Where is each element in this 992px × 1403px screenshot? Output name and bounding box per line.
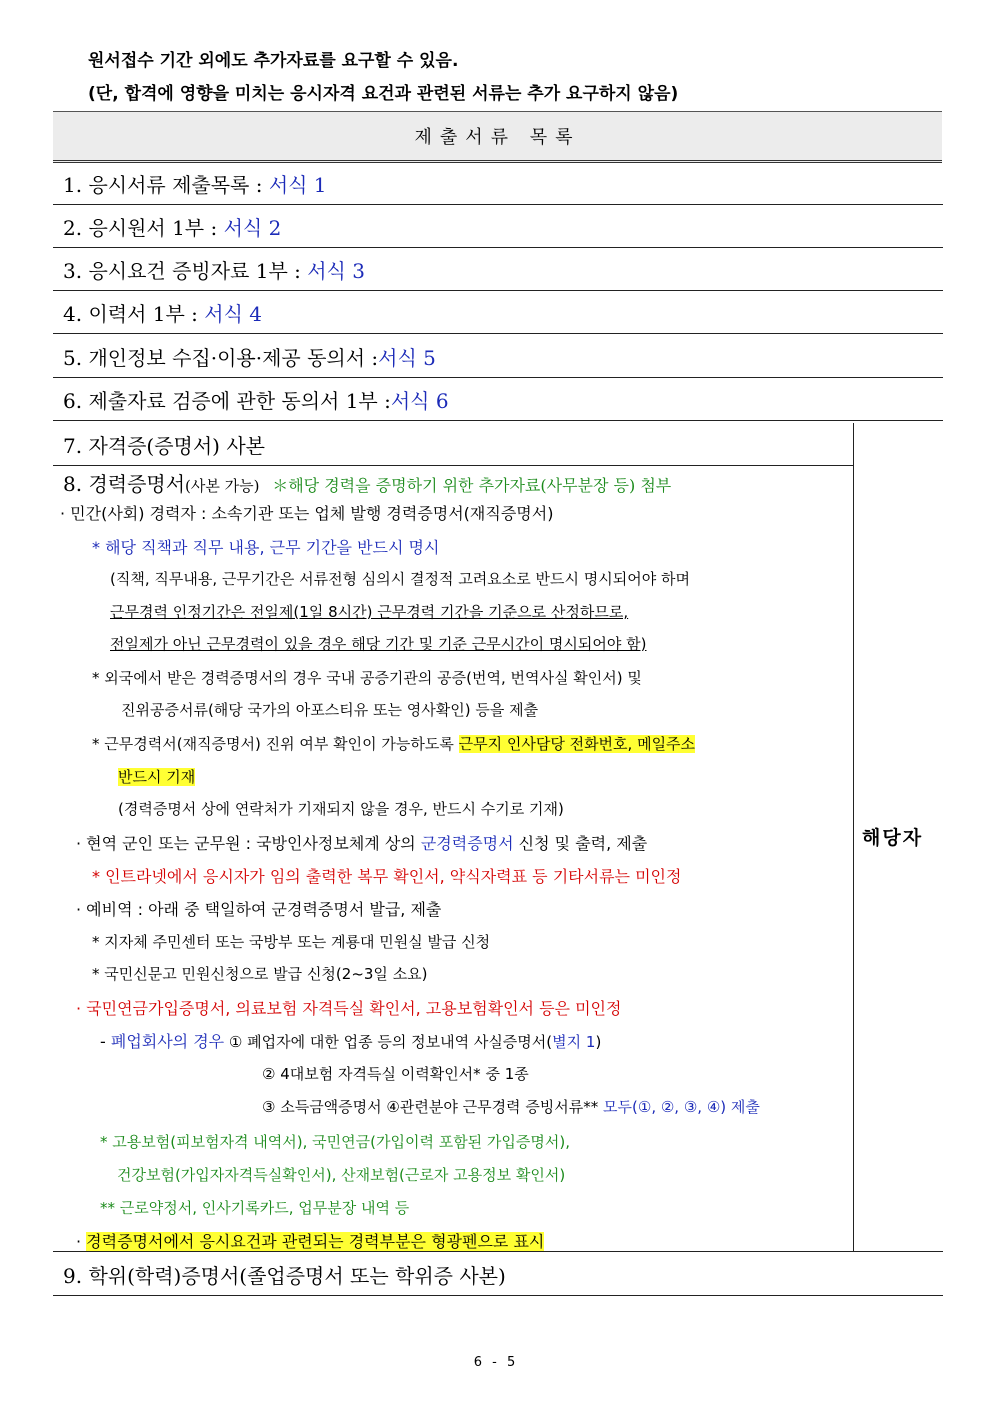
military-title-blue: 군경력증명서 xyxy=(420,834,514,853)
doc-row-label: 9. 학위(학력)증명서(졸업증명서 또는 학위증 사본) xyxy=(63,1263,506,1288)
foreign-note-b: 진위공증서류(해당 국가의 아포스티유 또는 영사확인) 등을 제출 xyxy=(121,701,539,719)
closed-1c: ) xyxy=(595,1033,602,1051)
military-title-post: 신청 및 출력, 제출 xyxy=(513,834,648,853)
verify-note-a xyxy=(92,733,695,754)
table-header-title: 제출서류 목록 xyxy=(414,127,581,148)
closed-company-3 xyxy=(262,1096,760,1117)
insurance-note-c: ** 근로약정서, 인사기록카드, 업무분장 내역 등 xyxy=(100,1199,410,1217)
pension-note: · 국민연금가입증명서, 의료보험 자격득실 확인서, 고용보험확인서 등은 미인정 xyxy=(76,999,622,1018)
closed-1a: ① 폐업자에 대한 업종 등의 정보내역 사실증명서( xyxy=(224,1033,553,1051)
doc-row-7: 7. 자격증(증명서) 사본 xyxy=(63,434,265,458)
row-7-divider xyxy=(53,465,853,466)
reserve-note-b: * 국민신문고 민원신청으로 발급 신청(2~3일 소요) xyxy=(92,965,428,983)
intro-line-2: (단, 합격에 영향을 미치는 응시자격 요건과 관련된 서류는 추가 요구하지 않음) xyxy=(88,84,679,104)
civil-note-2c xyxy=(110,633,646,654)
closed-company-label: 폐업회사의 경우 xyxy=(110,1032,225,1051)
highlight-instruction xyxy=(76,1229,544,1252)
doc-row-label: 4. 이력서 1부 : xyxy=(63,301,198,326)
doc-row-9 xyxy=(53,1253,943,1296)
reserve-title: · 예비역 : 아래 중 택일하여 군경력증명서 발급, 제출 xyxy=(76,900,442,919)
doc-row-label: 2. 응시원서 1부 : xyxy=(63,215,218,240)
closed-1b: 별지 1 xyxy=(552,1033,596,1051)
foreign-note-a: * 외국에서 받은 경력증명서의 경우 국내 공증기관의 공증(번역, 번역사실 확인서) 및 xyxy=(92,669,642,687)
civil-note-2a: (직책, 직무내용, 근무기간은 서류전형 심의시 결정적 고려요소로 반드시 명시되어야 하며 xyxy=(110,570,690,588)
doc-row-4 xyxy=(53,291,943,334)
verify-note-a-highlight: 근무지 인사담당 전화번호, 메일주소 xyxy=(458,735,696,753)
intro-line-1: 원서접수 기간 외에도 추가자료를 요구할 수 있음. xyxy=(88,51,459,71)
applicable-label: 해당자 xyxy=(862,827,924,849)
doc-row-label: 6. 제출자료 검증에 관한 동의서 1부 : xyxy=(63,388,391,413)
civil-title: · 민간(사회) 경력자 : 소속기관 또는 업체 발행 경력증명서(재직증명서) xyxy=(60,504,554,523)
insurance-note-b: 건강보험(가입자자격득실확인서), 산재보험(근로자 고용정보 확인서) xyxy=(117,1166,566,1184)
doc-row-form: 서식 5 xyxy=(378,345,436,370)
military-title xyxy=(76,831,647,854)
civil-note-2c-text: 전일제가 아닌 근무경력이 있을 경우 해당 기간 및 기준 근무시간이 명시되어야 함) xyxy=(110,635,647,653)
verify-note-b xyxy=(118,766,195,787)
doc-row-form: 서식 1 xyxy=(268,172,327,197)
verify-note-b-highlight: 반드시 기재 xyxy=(118,768,196,786)
doc-row-6 xyxy=(53,378,943,421)
doc-row-form: 서식 6 xyxy=(390,388,449,413)
highlight-pre: · xyxy=(76,1232,87,1251)
doc-row-label: 5. 개인정보 수집·이용·제공 동의서 : xyxy=(63,345,379,370)
doc-row-3 xyxy=(53,248,943,291)
doc-row-label: 1. 응시서류 제출목록 : xyxy=(63,172,263,197)
doc-row-8 xyxy=(63,468,671,497)
closed-company-2: ② 4대보험 자격득실 이력확인서* 중 1종 xyxy=(262,1065,529,1083)
closed-3b: 모두(①, ②, ③, ④) 제출 xyxy=(603,1098,760,1116)
table-header xyxy=(53,111,942,163)
civil-note-1: * 해당 직책과 직무 내용, 근무 기간을 반드시 명시 xyxy=(92,538,440,557)
verify-note-a-pre: * 근무경력서(재직증명서) 진위 여부 확인이 가능하도록 xyxy=(92,735,459,753)
doc-row-2 xyxy=(53,205,943,248)
verify-note-c: (경력증명서 상에 연락처가 기재되지 않을 경우, 반드시 수기로 기재) xyxy=(118,800,564,818)
row-8-title: 8. 경력증명서 xyxy=(63,472,186,496)
closed-3a: ③ 소득금액증명서 ④관련분야 근무경력 증빙서류** xyxy=(262,1098,604,1116)
doc-row-form: 서식 3 xyxy=(307,258,365,283)
row-8-extra: ＊해당 경력을 증명하기 위한 추가자료(사무분장 등) 첨부 xyxy=(272,476,672,495)
military-title-pre: · 현역 군인 또는 군무원 : 국방인사정보체계 상의 xyxy=(76,834,421,853)
doc-row-1 xyxy=(53,162,943,205)
insurance-note-a: * 고용보험(피보험자격 내역서), 국민연금(가입이력 포함된 가입증명서), xyxy=(100,1133,571,1151)
civil-note-2b: 근무경력 인정기간은 전일제(1일 8시간) 근무경력 기간을 기준으로 산정하므로, xyxy=(110,603,629,621)
doc-row-5 xyxy=(53,335,943,378)
closed-company-1 xyxy=(100,1029,601,1052)
page-number: 6 - 5 xyxy=(473,1355,519,1370)
row-8-title-note: (사본 가능) xyxy=(185,477,260,495)
military-note: * 인트라넷에서 응시자가 임의 출력한 복무 확인서, 약식자력표 등 기타서류는 미인정 xyxy=(92,867,682,886)
column-divider xyxy=(853,423,854,1252)
closed-pre: - xyxy=(100,1032,111,1051)
highlight-text: 경력증명서에서 응시요건과 관련되는 경력부분은 형광펜으로 표시 xyxy=(86,1232,545,1251)
reserve-note-a: * 지자체 주민센터 또는 국방부 또는 계룡대 민원실 발급 신청 xyxy=(92,933,491,951)
doc-row-form: 서식 2 xyxy=(223,215,282,240)
doc-row-label: 3. 응시요건 증빙자료 1부 : xyxy=(63,258,301,283)
doc-row-form: 서식 4 xyxy=(204,301,262,326)
